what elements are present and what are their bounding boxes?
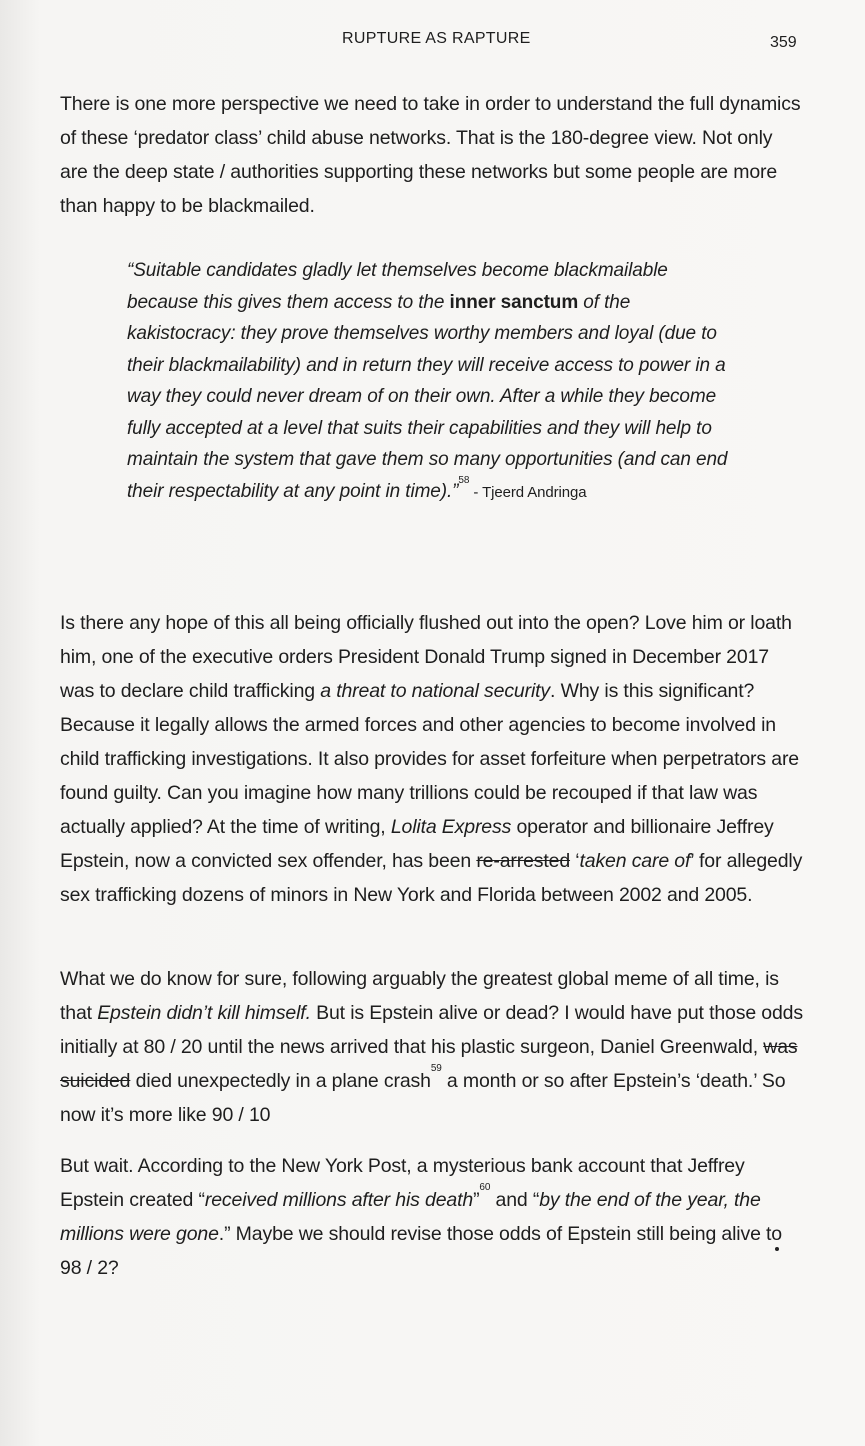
p3-italic-1: Epstein didn’t kill himself. [97, 1002, 311, 1024]
p3-text-3: died unexpectedly in a plane crash [130, 1070, 431, 1092]
p3-text-4: a month or so after Epstein’s ‘death.’ So now it’s more like 90 / 10 [60, 1070, 786, 1126]
quote-text-1: “Suitable candidates gladly let themselves become blackmailable because this gives them access to the [127, 260, 668, 313]
p4-text-1: But wait. According to the New York Post, a mysterious bank account that Jeffrey Epstein created “ [60, 1155, 745, 1211]
p3-strikethrough: was suicided [60, 1036, 798, 1092]
quote-bold-text: inner sanctum [449, 291, 579, 313]
running-head: RUPTURE AS RAPTURE [342, 30, 531, 47]
paragraph-3 [60, 962, 805, 1132]
p4-text-2: ” [473, 1189, 480, 1211]
quote-text-2: of the kakistocracy: they prove themselves worthy members and loyal (due to their blackmailability) and in return they will receive access to power in a way they could never dream of on their own. After a while they become fully accepted at a level that suits their capabilities and they will help to maintain the system that gave them so many opportunities (and can end their respectability at any point in time).” [127, 291, 728, 502]
p4-text-3: and “ [490, 1189, 540, 1211]
paragraph-2 [60, 606, 805, 912]
p2-strikethrough: re-arrested [476, 850, 571, 872]
p2-italic-2: Lolita Express [390, 816, 512, 838]
p2-text-3: operator and billionaire Jeffrey Epstein, now a convicted sex offender, has been [60, 816, 774, 872]
footnote-59: 59 [430, 1063, 442, 1074]
ink-dot [775, 1247, 779, 1251]
paragraph-4 [60, 1149, 805, 1285]
footnote-58: 58 [458, 474, 470, 486]
p2-text-2: . Why is this significant? Because it legally allows the armed forces and other agencies to become involved in child trafficking investigations. It also provides for asset forfeiture when perpetrators are found guilty. Can you imagine how many trillions could be recouped if that law was actually applied? At the time of writing, [60, 680, 799, 838]
p3-text-2: But is Epstein alive or dead? I would have put those odds initially at 80 / 20 until the news arrived that his plastic surgeon, Daniel Greenwald, [60, 1002, 803, 1058]
p2-text-1: Is there any hope of this all being officially flushed out into the open? Love him or loath him, one of the executive orders President Donald Trump signed in December 2017 was to declare child trafficking [60, 612, 792, 702]
p2-text-5: ’ for allegedly sex trafficking dozens of minors in New York and Florida between 2002 and 2005. [60, 850, 803, 906]
page-header [0, 30, 865, 54]
p4-text-4: .” Maybe we should revise those odds of Epstein still being alive to 98 / 2? [60, 1223, 782, 1279]
quote-attribution: - Tjeerd Andringa [469, 483, 587, 501]
p4-italic-1: received millions after his death [204, 1189, 474, 1211]
p2-italic-3: taken care of [579, 850, 691, 872]
footnote-60: 60 [479, 1182, 491, 1193]
p4-italic-2: by the end of the year, the millions were gone [60, 1189, 761, 1245]
paragraph-1-text: There is one more perspective we need to take in order to understand the full dynamics of these ‘predator class’ child abuse networks. That is the 180-degree view. Not only are the deep state / authorities supporting these networks but some people are more than happy to be blackmailed. [60, 93, 801, 217]
p2-text-4: ‘ [570, 850, 580, 872]
p3-text-1: What we do know for sure, following arguably the greatest global meme of all time, is that [60, 968, 779, 1024]
page-number: 359 [770, 34, 797, 51]
block-quote [127, 255, 737, 508]
p2-italic-1: a threat to national security [320, 680, 551, 702]
paragraph-1 [60, 87, 805, 223]
